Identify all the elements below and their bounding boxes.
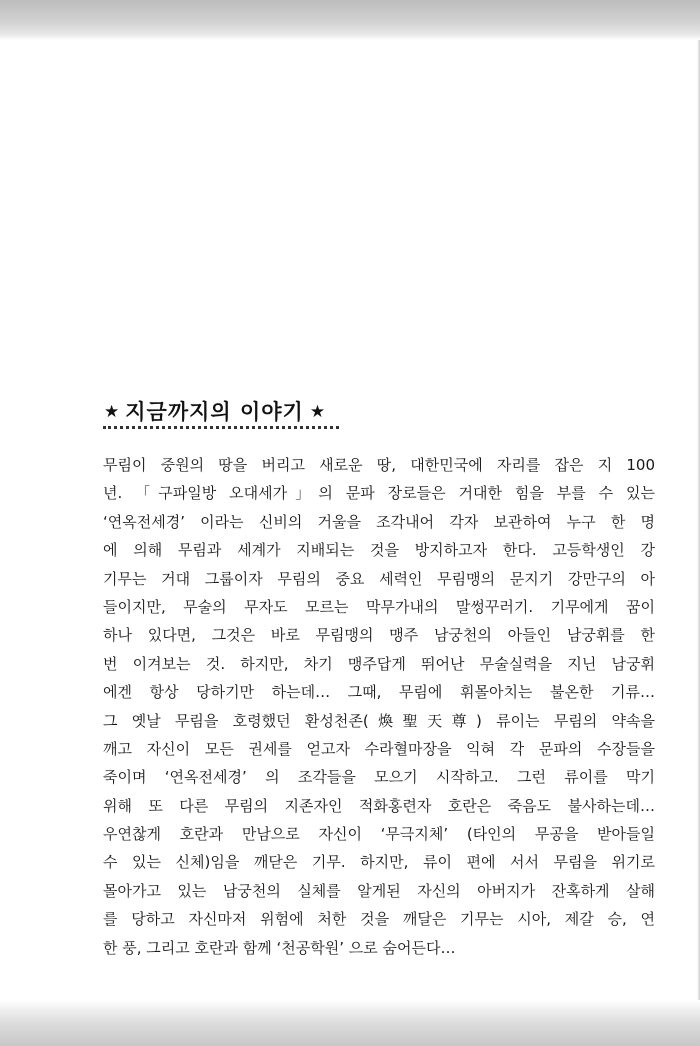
summary-line: 기무는 거대 그룹이자 무림의 중요 세력인 무림맹의 문지기 강만구의 아: [103, 569, 655, 588]
section-heading: [104, 394, 325, 430]
summary-line: 한 풍, 그리고 호란과 함께 ‘천공학원’ 으로 숨어든다…: [103, 938, 456, 957]
summary-line: 몰아가고 있는 남궁천의 실체를 알게된 자신의 아버지가 잔혹하게 살해: [103, 881, 655, 900]
summary-line: 에겐 항상 당하기만 하는데… 그때, 무림에 휘몰아치는 불온한 기류…: [103, 683, 655, 702]
summary-line: 년. 「구파일방 오대세가」의 문파 장로들은 거대한 힘을 부를 수 있는: [103, 484, 655, 503]
scan-top-edge: [0, 0, 700, 40]
summary-line: 죽이며 ‘연옥전세경’ 의 조각들을 모으기 시작하고. 그런 류이를 막기: [103, 768, 655, 787]
summary-line: 무림이 중원의 땅을 버리고 새로운 땅, 대한민국에 자리를 잡은 지 100: [103, 456, 655, 474]
summary-line: 번 이겨보는 것. 하지만, 차기 맹주답게 뛰어난 무술실력을 지닌 남궁휘: [103, 654, 655, 673]
heading-dotted-rule: [103, 426, 339, 429]
scan-bottom-edge: [0, 1000, 700, 1046]
summary-line: 하나 있다면, 그것은 바로 무림맹의 맹주 남궁천의 아들인 남궁휘를 한: [103, 626, 655, 645]
star-left-icon: ★: [104, 402, 120, 422]
summary-line: 우연찮게 호란과 만남으로 자신이 ‘무극지체’ (타인의 무공을 받아들일: [103, 825, 655, 844]
summary-line: 들이지만, 무술의 무자도 모르는 막무가내의 말썽꾸러기. 기무에게 꿈이: [103, 597, 655, 616]
heading-title: 지금까지의 이야기: [125, 400, 304, 424]
star-right-icon: ★: [309, 402, 326, 422]
summary-line: 그 옛날 무림을 호령했던 환성천존(煥聖天尊) 류이는 무림의 약속을: [103, 711, 655, 730]
story-summary: [103, 451, 655, 962]
summary-line: 위해 또 다른 무림의 지존자인 적화홍련자 호란은 죽음도 불사하는데…: [103, 796, 655, 815]
summary-line: 수 있는 신체)임을 깨닫은 기무. 하지만, 류이 편에 서서 무림을 위기로: [103, 853, 655, 872]
summary-line: 에 의해 무림과 세계가 지배되는 것을 방지하고자 한다. 고등학생인 강: [103, 541, 655, 560]
summary-line: 깨고 자신이 모든 권세를 얻고자 수라혈마장을 익혀 각 문파의 수장들을: [103, 739, 655, 758]
summary-line: ‘연옥전세경’ 이라는 신비의 거울을 조각내어 각자 보관하여 누구 한 명: [103, 512, 655, 531]
summary-line: 를 당하고 자신마저 위험에 처한 것을 깨달은 기무는 시아, 제갈 승, 연: [103, 910, 655, 929]
